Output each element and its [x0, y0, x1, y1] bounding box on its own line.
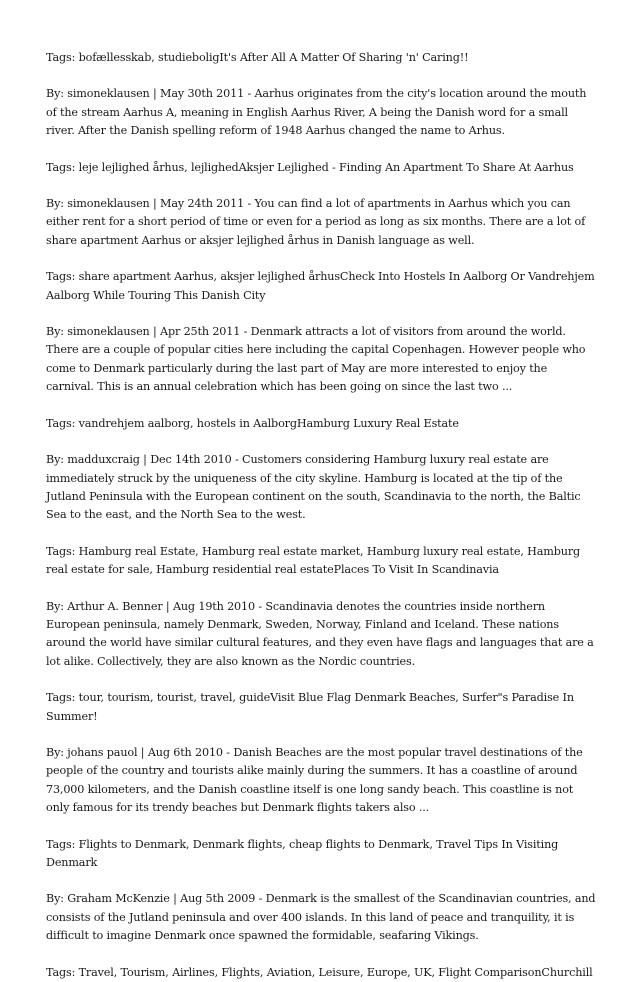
article-summary: By: Arthur A. Benner | Aug 19th 2010 - Scandinavia denotes the countries inside northern European peninsula, namely Denmark, Sweden, Norway, Finland and Iceland. These nations around the world have similar cultural features, and they even have flags and languages that are a lot alike. Collectively, they are also known as the Nordic countries. [46, 599, 594, 668]
tags-line: Tags: bofællesskab, studieboligIt's After All A Matter Of Sharing 'n' Caring!! [46, 51, 469, 64]
tags-line: Tags: leje lejlighed århus, lejlighedAksjer Lejlighed - Finding An Apartment To Share At Aarhus [46, 160, 574, 174]
tags-line: Tags: Flights to Denmark, Denmark flights, cheap flights to Denmark, Travel Tips In Visiting Denmark [46, 837, 559, 869]
article-summary: By: madduxcraig | Dec 14th 2010 - Customers considering Hamburg luxury real estate are immediately struck by the uniqueness of the city skyline. Hamburg is located at the tip of the Jutland Peninsula with the European continent on the south, Scandinavia to the north, the Baltic Sea to the east, and the North Sea to the west. [46, 453, 581, 522]
tags-line: Tags: tour, tourism, tourist, travel, guideVisit Blue Flag Denmark Beaches, Surfer"s Paradise In Summer! [46, 691, 574, 723]
tags-line: Tags: vandrehjem aalborg, hostels in AalborgHamburg Luxury Real Estate [46, 416, 459, 430]
article-summary: By: simoneklausen | May 24th 2011 - You can find a lot of apartments in Aarhus which you can either rent for a short period of time or even for a period as long as six months. There are a lot of share apartment Aarhus or aksjer lejlighed århus in Danish language as well. [46, 197, 586, 247]
article-summary: By: simoneklausen | Apr 25th 2011 - Denmark attracts a lot of visitors from around the world. There are a couple of popular cities here including the capital Copenhagen. However people who come to Denmark particularly during the last part of May are more interested to enjoy the carnival. This is an annual celebration which has been going on since the last two ... [46, 325, 586, 394]
article-summary: By: Graham McKenzie | Aug 5th 2009 - Denmark is the smallest of the Scandinavian countries, and consists of the Jutland peninsula and over 400 islands. In this land of peace and tranquility, it is difficult to imagine Denmark once spawned the formidable, seafaring Vikings. [46, 892, 596, 943]
tags-line: Tags: Hamburg real Estate, Hamburg real estate market, Hamburg luxury real estate, Hamburg real estate for sale, Hamburg residential real estatePlaces To Visit In Scandinavia [46, 544, 581, 577]
article-summary: By: simoneklausen | May 30th 2011 - Aarhus originates from the city's location around the mouth of the stream Aarhus A, meaning in English Aarhus River, A being the Danish word for a small river. After the Danish spelling reform of 1948 Aarhus changed the name to Arhus. [46, 87, 587, 138]
tags-line: Tags: Travel, Tourism, Airlines, Flights, Aviation, Leisure, Europe, UK, Flight ComparisonChurchill [46, 965, 593, 979]
article-summary: By: johans pauol | Aug 6th 2010 - Danish Beaches are the most popular travel destinations of the people of the country and tourists alike mainly during the summers. It has a coastline of around 73,000 kilometers, and the Danish coastline itself is one long sandy beach. This coastline is not only famous for its trendy beaches but Denmark flights takers also ... [46, 745, 583, 815]
tags-line: Tags: share apartment Aarhus, aksjer lejlighed århusCheck Into Hostels In Aalborg Or Vandrehjem Aalborg While Touring This Danish City [46, 270, 595, 302]
